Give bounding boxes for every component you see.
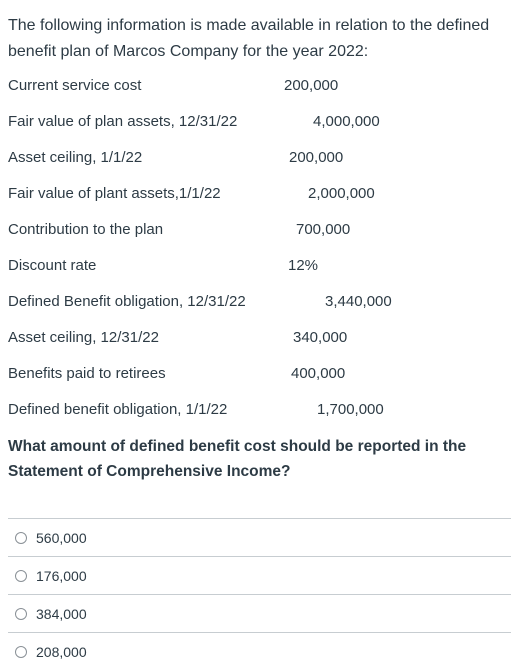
item-value-discount-rate: 12%	[288, 257, 319, 274]
item-value-dbo-begin: 1,700,000	[317, 401, 384, 418]
answer-option[interactable]	[8, 594, 511, 632]
question-text: What amount of defined benefit cost should be reported in the Statement of Comprehensive Income?	[8, 438, 467, 480]
answer-option-label: 176,000	[36, 567, 87, 584]
item-value-asset-ceiling-begin: 200,000	[289, 149, 344, 166]
radio-button-icon[interactable]	[15, 646, 27, 658]
radio-button-icon[interactable]	[15, 532, 27, 544]
answer-option[interactable]	[8, 632, 511, 670]
item-value-dbo-end: 3,440,000	[325, 293, 392, 310]
item-value-asset-ceiling-end: 340,000	[293, 329, 348, 346]
answer-option-label: 384,000	[36, 605, 87, 622]
item-label-asset-ceiling-end: Asset ceiling, 12/31/22	[8, 329, 159, 346]
item-label-discount-rate: Discount rate	[8, 257, 97, 274]
item-label-current-service-cost: Current service cost	[8, 77, 142, 94]
item-label-benefits-paid: Benefits paid to retirees	[8, 365, 166, 382]
answer-option-label: 560,000	[36, 529, 87, 546]
item-value-benefits-paid: 400,000	[291, 365, 346, 382]
item-value-contribution: 700,000	[296, 221, 351, 238]
answer-option[interactable]	[8, 556, 511, 594]
item-value-fv-plant-assets-begin: 2,000,000	[308, 185, 375, 202]
item-label-fv-plant-assets-begin: Fair value of plant assets,1/1/22	[8, 185, 221, 202]
radio-button-icon[interactable]	[15, 570, 27, 582]
radio-button-icon[interactable]	[15, 608, 27, 620]
item-label-asset-ceiling-begin: Asset ceiling, 1/1/22	[8, 149, 143, 166]
item-label-dbo-end: Defined Benefit obligation, 12/31/22	[8, 293, 246, 310]
answer-option[interactable]	[8, 518, 511, 556]
answer-options	[8, 518, 511, 670]
question-intro: The following information is made available in relation to the defined benefit plan of Marcos Company for the year 2022:	[8, 17, 490, 60]
answer-option-label: 208,000	[36, 643, 87, 660]
item-label-fv-plan-assets-end: Fair value of plan assets, 12/31/22	[8, 113, 238, 130]
item-value-fv-plan-assets-end: 4,000,000	[313, 113, 380, 130]
item-label-dbo-begin: Defined benefit obligation, 1/1/22	[8, 401, 228, 418]
item-label-contribution: Contribution to the plan	[8, 221, 164, 238]
item-value-current-service-cost: 200,000	[284, 77, 339, 94]
